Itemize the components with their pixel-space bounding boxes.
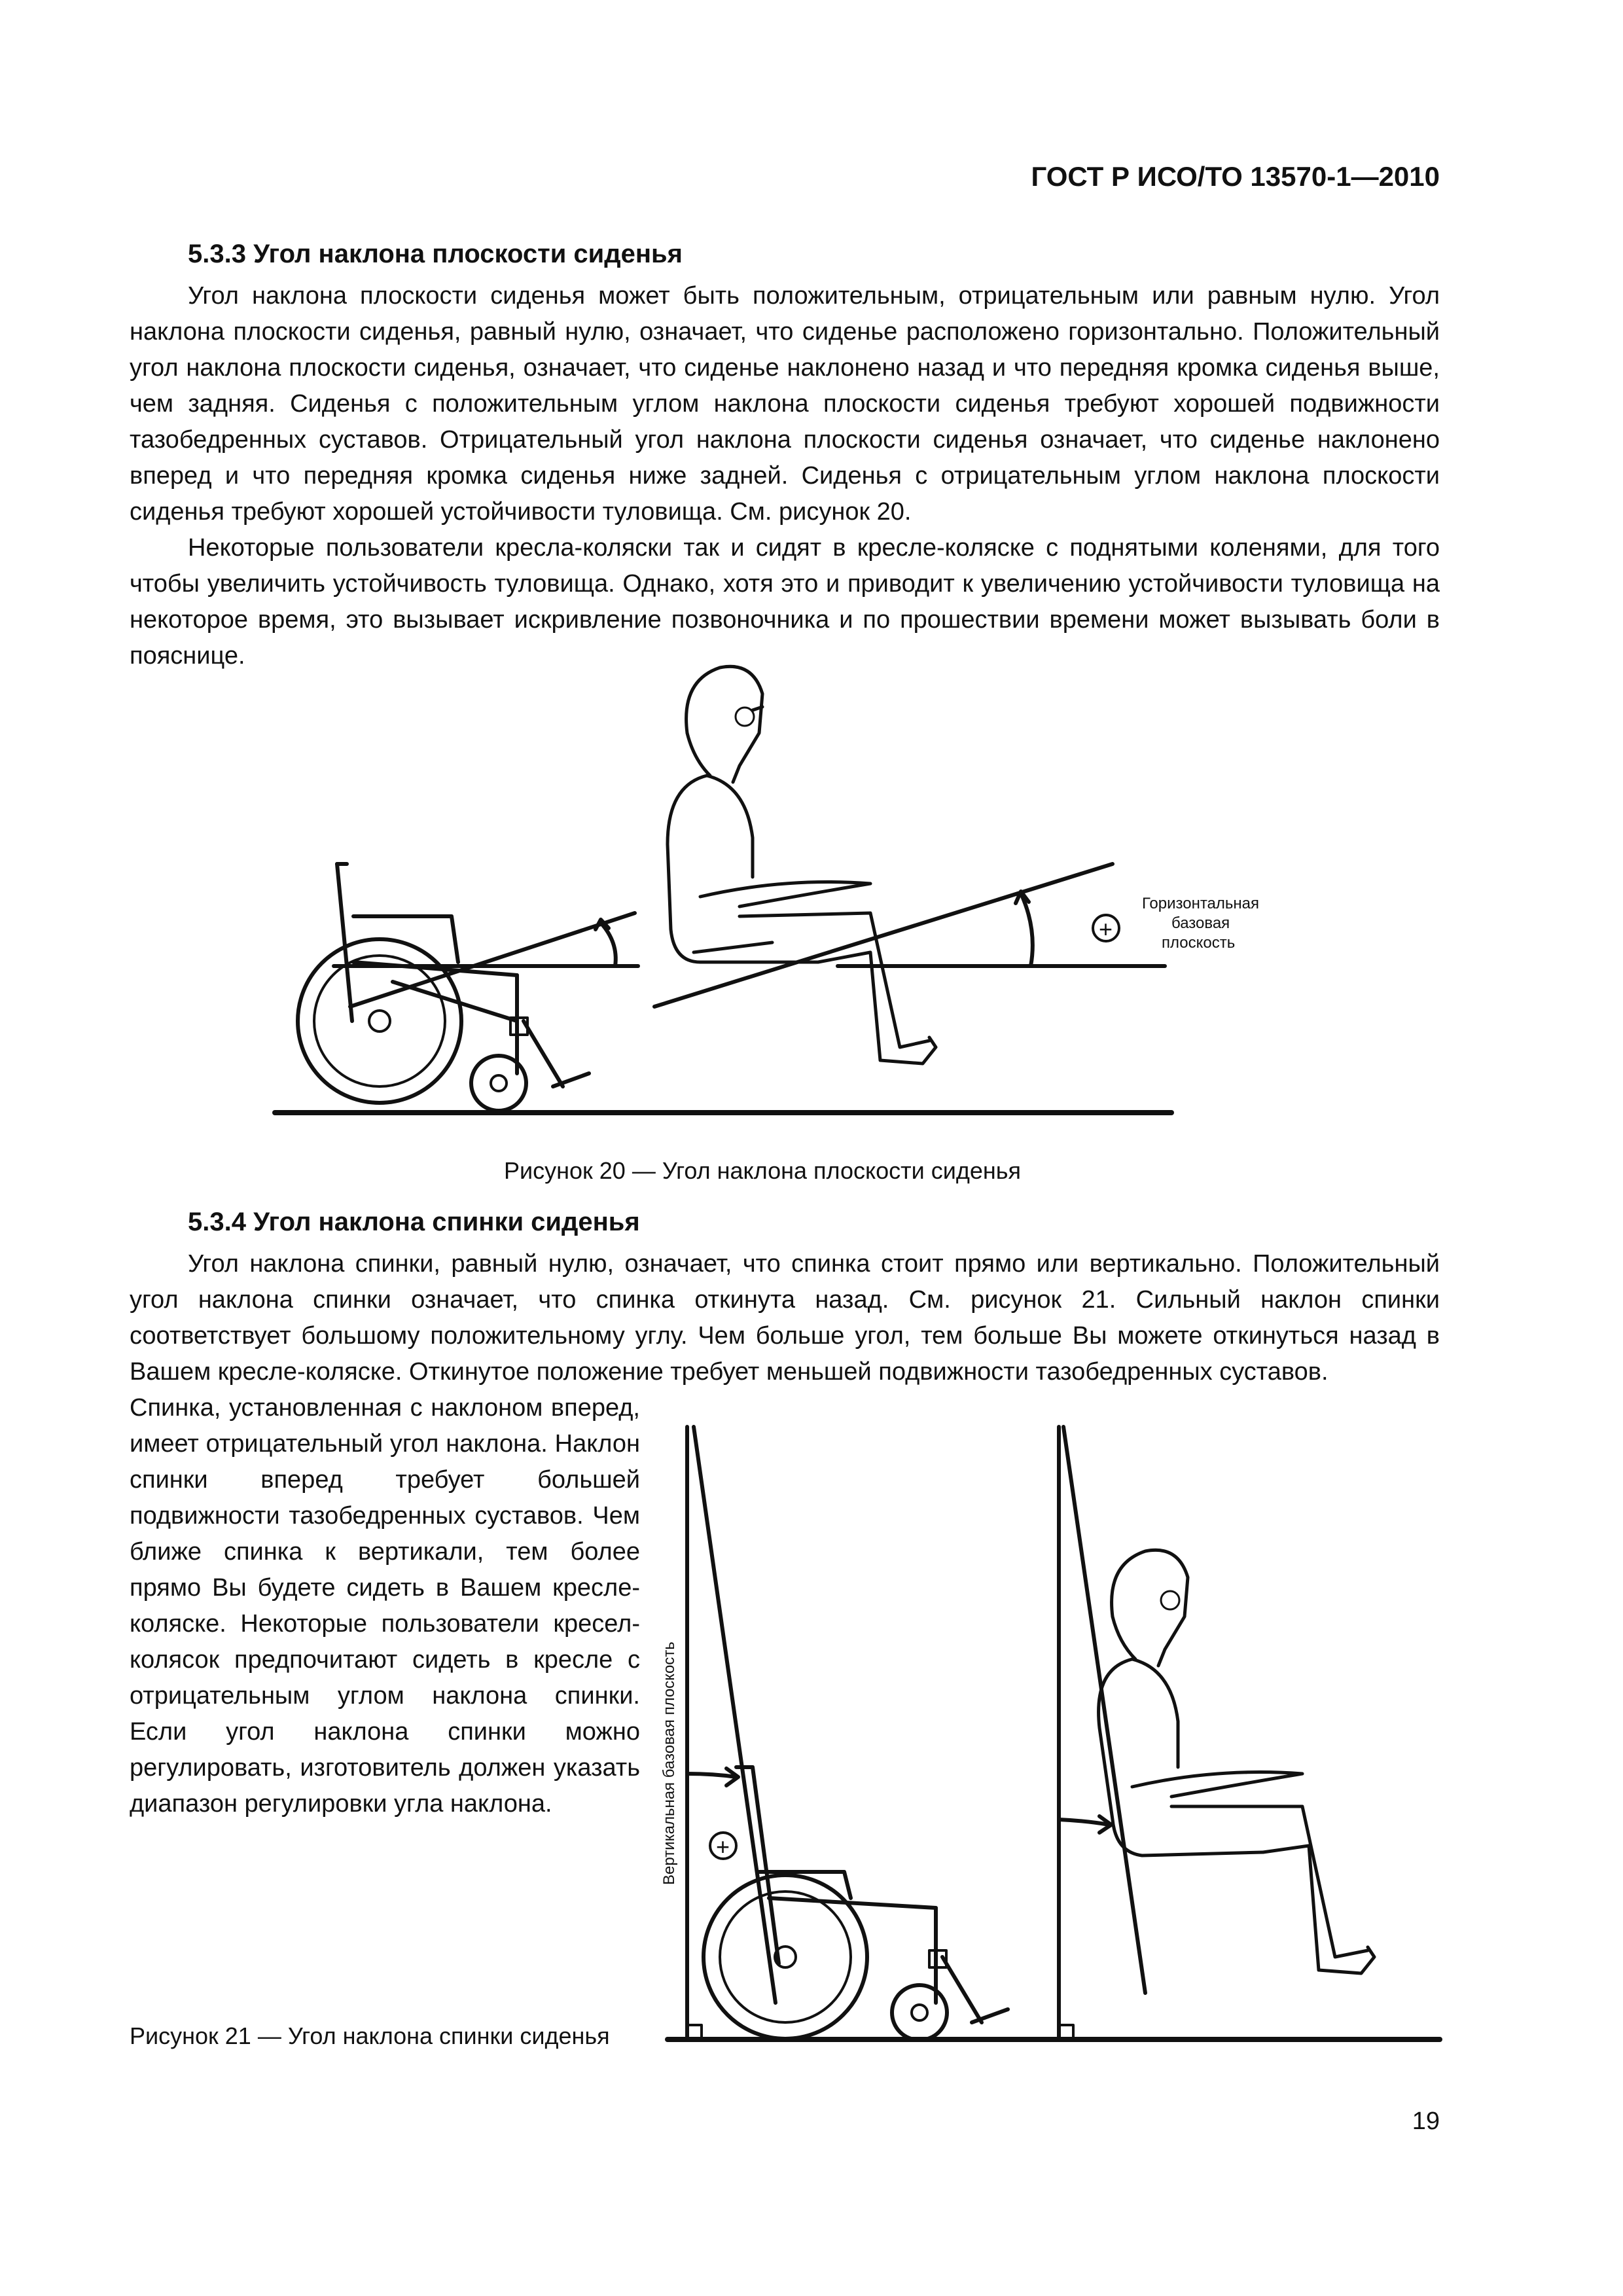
figure-20-wheelchair xyxy=(298,864,589,1111)
section-534-paragraph-2: Спинка, установленная с наклоном вперед, имеет отрицательный угол наклона. Наклон спинки вперед требует большей подвижности тазобедренных суставов. Чем ближе спинка к вертикали, тем более прямо Вы будете сидеть в Вашем кресле-коляске. Некоторые пользователи кресел-колясок предпочитают сидеть в кресле с отрицательным углом наклона спинки. Если угол наклона спинки можно регулировать, изготовитель должен указать диапазон регулировки угла наклона. xyxy=(130,1394,640,1818)
figure-20-plus-sign: + xyxy=(1099,916,1113,942)
figure-20-seat-plane-left xyxy=(350,913,635,1007)
figure-21-person xyxy=(1099,1550,1374,1973)
section-533-paragraph-1: Угол наклона плоскости сиденья может быть положительным, отрицательным или равным нулю. Угол наклона плоскости сиденья, равный нулю, означает, что сиденье расположено горизонтально. Положительный угол наклона плоскости сиденья, означает, что сиденье наклонено назад и что передняя кромка сиденья выше, чем задняя. Сиденья с положительным углом наклона плоскости сиденья требуют хорошей подвижности тазобедренных суставов. Отрицательный угол наклона плоскости сиденья означает, что сиденье наклонено вперед и что передняя кромка сиденья ниже задней. Сиденья с отрицательным углом наклона плоскости сиденья требуют хорошей устойчивости туловища. См. рисунок 20. xyxy=(130,282,1440,526)
figure-20-label-3: плоскость xyxy=(1162,934,1236,952)
figure-21-caption: Рисунок 21 — Угол наклона спинки сиденья xyxy=(130,2022,610,2049)
figure-21-angle-arc-right xyxy=(1059,1820,1109,1825)
section-534-heading: 5.3.4 Угол наклона спинки сиденья xyxy=(188,1208,640,1236)
figure-21-angle-arc-left xyxy=(687,1774,736,1777)
figure-20-label-2: базовая xyxy=(1171,914,1230,932)
figure-21-vertical-label: Вертикальная базовая плоскость xyxy=(660,1641,678,1885)
figure-20-caption: Рисунок 20 — Угол наклона плоскости сиденья xyxy=(504,1157,1022,1184)
figure-20-angle-arc-right xyxy=(1021,893,1033,966)
section-533-paragraph-2: Некоторые пользователи кресла-коляски так и сидят в кресле-коляске с поднятыми коленями, для того чтобы увеличить устойчивость туловища. Однако, хотя это и приводит к увеличению устойчивости туловища на некоторое время, это вызывает искривление позвоночника и по прошествии времени может вызывать боли в пояснице. xyxy=(130,534,1440,670)
section-534-paragraph-1: Угол наклона спинки, равный нулю, означает, что спинка стоит прямо или вертикально. Положительный угол наклона спинки означает, что спинка откинута назад. См. рисунок 21. Сильный наклон спинки соответствует большому положительному углу. Чем больше угол, тем больше Вы можете откинуться назад в Вашем кресле-коляске. Откинутое положение требует меньшей подвижности тазобедренных суставов. xyxy=(130,1250,1440,1386)
figure-20-person xyxy=(668,666,936,1064)
figure-21-backrest-plane-right xyxy=(1063,1427,1145,1993)
figure-20-label-1: Горизонтальная xyxy=(1142,895,1260,912)
page-number: 19 xyxy=(1412,2108,1440,2135)
document-header: ГОСТ Р ИСО/ТО 13570-1—2010 xyxy=(1031,161,1440,192)
figure-20-seat-plane-right xyxy=(654,864,1113,1007)
section-533-heading: 5.3.3 Угол наклона плоскости сиденья xyxy=(188,240,683,268)
figure-21-plus-sign: + xyxy=(716,1833,730,1860)
